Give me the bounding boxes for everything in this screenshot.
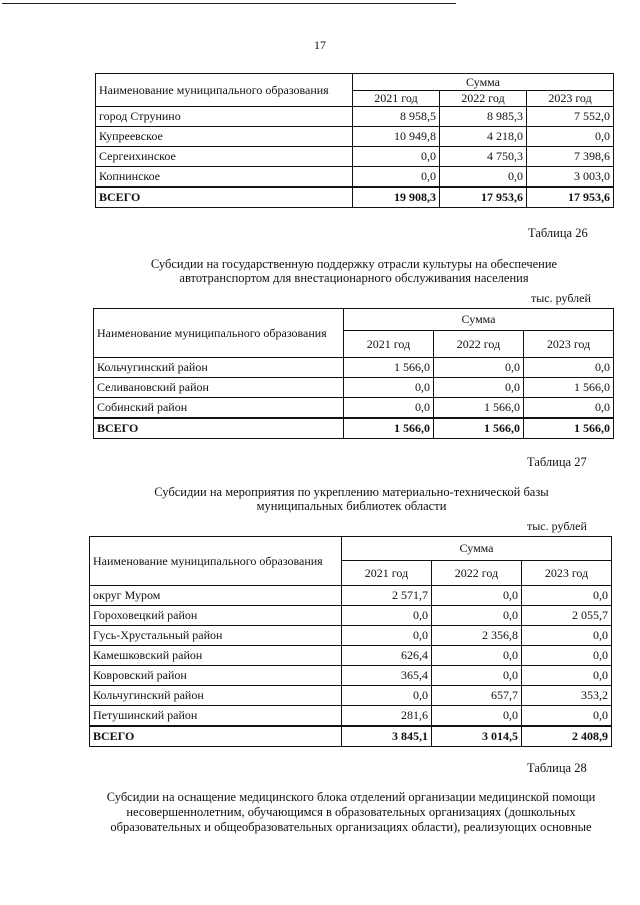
cell-value: 0,0 bbox=[524, 398, 614, 418]
cell-value: 3 003,0 bbox=[527, 167, 614, 187]
cell-value: 365,4 bbox=[342, 666, 432, 686]
title-line: несовершеннолетним, обучающимся в образовательных организациях (дошкольных bbox=[126, 805, 576, 819]
cell-value: 0,0 bbox=[434, 378, 524, 398]
table-26-label: Таблица 26 bbox=[528, 226, 588, 240]
cell-value: 0,0 bbox=[522, 586, 612, 606]
units-label: тыс. рублей bbox=[531, 291, 591, 305]
row-name: Собинский район bbox=[94, 398, 344, 418]
cell-value: 2 356,8 bbox=[432, 626, 522, 646]
table-row bbox=[96, 107, 614, 127]
table-row bbox=[94, 398, 614, 418]
col-header-year: 2022 год bbox=[440, 91, 527, 107]
table-row-total bbox=[90, 726, 612, 747]
col-header-year: 2023 год bbox=[522, 561, 612, 586]
table-27 bbox=[89, 536, 612, 747]
cell-value: 1 566,0 bbox=[344, 358, 434, 378]
cell-value: 281,6 bbox=[342, 706, 432, 726]
cell-value: 8 958,5 bbox=[353, 107, 440, 127]
table-27-title bbox=[90, 485, 613, 513]
row-name: Кольчугинский район bbox=[94, 358, 344, 378]
table-row bbox=[94, 378, 614, 398]
cell-value: 0,0 bbox=[344, 378, 434, 398]
table-continued bbox=[95, 73, 614, 208]
cell-value: 353,2 bbox=[522, 686, 612, 706]
col-header-sum: Сумма bbox=[344, 309, 614, 331]
cell-value: 0,0 bbox=[524, 358, 614, 378]
row-name: Петушинский район bbox=[90, 706, 342, 726]
cell-value: 19 908,3 bbox=[353, 187, 440, 208]
cell-value: 0,0 bbox=[522, 666, 612, 686]
table-row bbox=[90, 626, 612, 646]
cell-value: 0,0 bbox=[440, 167, 527, 187]
col-header-name: Наименование муниципального образования bbox=[96, 74, 353, 107]
title-line: Субсидии на государственную поддержку отрасли культуры на обеспечение bbox=[150, 257, 558, 271]
cell-value: 1 566,0 bbox=[434, 418, 524, 439]
cell-value: 0,0 bbox=[432, 646, 522, 666]
table-26-title bbox=[95, 257, 613, 285]
title-line: Субсидии на оснащение медицинского блока отделений организации медицинской помощи bbox=[106, 790, 596, 804]
page-number: 17 bbox=[314, 38, 326, 52]
cell-value: 1 566,0 bbox=[524, 418, 614, 439]
table-26 bbox=[93, 308, 614, 439]
cell-value: 0,0 bbox=[344, 398, 434, 418]
table-row-total bbox=[96, 187, 614, 208]
cell-value: 0,0 bbox=[432, 666, 522, 686]
cell-value: 8 985,3 bbox=[440, 107, 527, 127]
table-row bbox=[90, 686, 612, 706]
title-line: образовательных и общеобразовательных организациях области), реализующих основные bbox=[110, 820, 592, 834]
title-line: муниципальных библиотек области bbox=[256, 499, 447, 513]
col-header-sum: Сумма bbox=[353, 74, 614, 91]
table-row bbox=[90, 586, 612, 606]
cell-value: 4 218,0 bbox=[440, 127, 527, 147]
col-header-name: Наименование муниципального образования bbox=[90, 537, 342, 586]
cell-value: 7 398,6 bbox=[527, 147, 614, 167]
row-name: Гусь-Хрустальный район bbox=[90, 626, 342, 646]
cell-value: 1 566,0 bbox=[524, 378, 614, 398]
cell-value: 657,7 bbox=[432, 686, 522, 706]
title-line: автотранспортом для внестационарного обслуживания населения bbox=[179, 271, 529, 285]
row-name: ВСЕГО bbox=[96, 187, 353, 208]
cell-value: 0,0 bbox=[342, 606, 432, 626]
row-name: ВСЕГО bbox=[90, 726, 342, 747]
cell-value: 0,0 bbox=[342, 686, 432, 706]
cell-value: 0,0 bbox=[522, 626, 612, 646]
cell-value: 17 953,6 bbox=[527, 187, 614, 208]
cell-value: 3 014,5 bbox=[432, 726, 522, 747]
col-header-name: Наименование муниципального образования bbox=[94, 309, 344, 358]
table-row-total bbox=[94, 418, 614, 439]
table-row bbox=[90, 606, 612, 626]
cell-value: 2 571,7 bbox=[342, 586, 432, 606]
cell-value: 0,0 bbox=[342, 626, 432, 646]
col-header-sum: Сумма bbox=[342, 537, 612, 561]
cell-value: 7 552,0 bbox=[527, 107, 614, 127]
row-name: округ Муром bbox=[90, 586, 342, 606]
row-name: Купреевское bbox=[96, 127, 353, 147]
table-row bbox=[96, 127, 614, 147]
row-name: ВСЕГО bbox=[94, 418, 344, 439]
cell-value: 0,0 bbox=[434, 358, 524, 378]
col-header-year: 2023 год bbox=[527, 91, 614, 107]
table-row bbox=[90, 706, 612, 726]
table-row bbox=[96, 147, 614, 167]
row-name: Гороховецкий район bbox=[90, 606, 342, 626]
table-28-label: Таблица 28 bbox=[527, 761, 587, 775]
table-row bbox=[94, 358, 614, 378]
cell-value: 0,0 bbox=[522, 646, 612, 666]
cell-value: 0,0 bbox=[527, 127, 614, 147]
row-name: Селивановский район bbox=[94, 378, 344, 398]
row-name: Ковровский район bbox=[90, 666, 342, 686]
title-line: Субсидии на мероприятия по укреплению материально-технической базы bbox=[154, 485, 549, 499]
table-28-title bbox=[88, 790, 614, 835]
col-header-year: 2022 год bbox=[434, 331, 524, 358]
cell-value: 2 055,7 bbox=[522, 606, 612, 626]
table-27-label: Таблица 27 bbox=[527, 455, 587, 469]
top-rule bbox=[2, 3, 456, 4]
col-header-year: 2021 год bbox=[342, 561, 432, 586]
units-label: тыс. рублей bbox=[527, 519, 587, 533]
row-name: Сергеихинское bbox=[96, 147, 353, 167]
cell-value: 2 408,9 bbox=[522, 726, 612, 747]
table-row bbox=[90, 646, 612, 666]
cell-value: 0,0 bbox=[432, 606, 522, 626]
cell-value: 4 750,3 bbox=[440, 147, 527, 167]
col-header-year: 2023 год bbox=[524, 331, 614, 358]
col-header-year: 2021 год bbox=[344, 331, 434, 358]
cell-value: 3 845,1 bbox=[342, 726, 432, 747]
row-name: Копнинское bbox=[96, 167, 353, 187]
row-name: город Струнино bbox=[96, 107, 353, 127]
table-row bbox=[90, 666, 612, 686]
col-header-year: 2021 год bbox=[353, 91, 440, 107]
row-name: Камешковский район bbox=[90, 646, 342, 666]
cell-value: 17 953,6 bbox=[440, 187, 527, 208]
cell-value: 0,0 bbox=[353, 167, 440, 187]
cell-value: 10 949,8 bbox=[353, 127, 440, 147]
cell-value: 1 566,0 bbox=[434, 398, 524, 418]
cell-value: 0,0 bbox=[353, 147, 440, 167]
cell-value: 0,0 bbox=[432, 706, 522, 726]
cell-value: 1 566,0 bbox=[344, 418, 434, 439]
cell-value: 0,0 bbox=[432, 586, 522, 606]
col-header-year: 2022 год bbox=[432, 561, 522, 586]
cell-value: 0,0 bbox=[522, 706, 612, 726]
table-row bbox=[96, 167, 614, 187]
row-name: Кольчугинский район bbox=[90, 686, 342, 706]
cell-value: 626,4 bbox=[342, 646, 432, 666]
